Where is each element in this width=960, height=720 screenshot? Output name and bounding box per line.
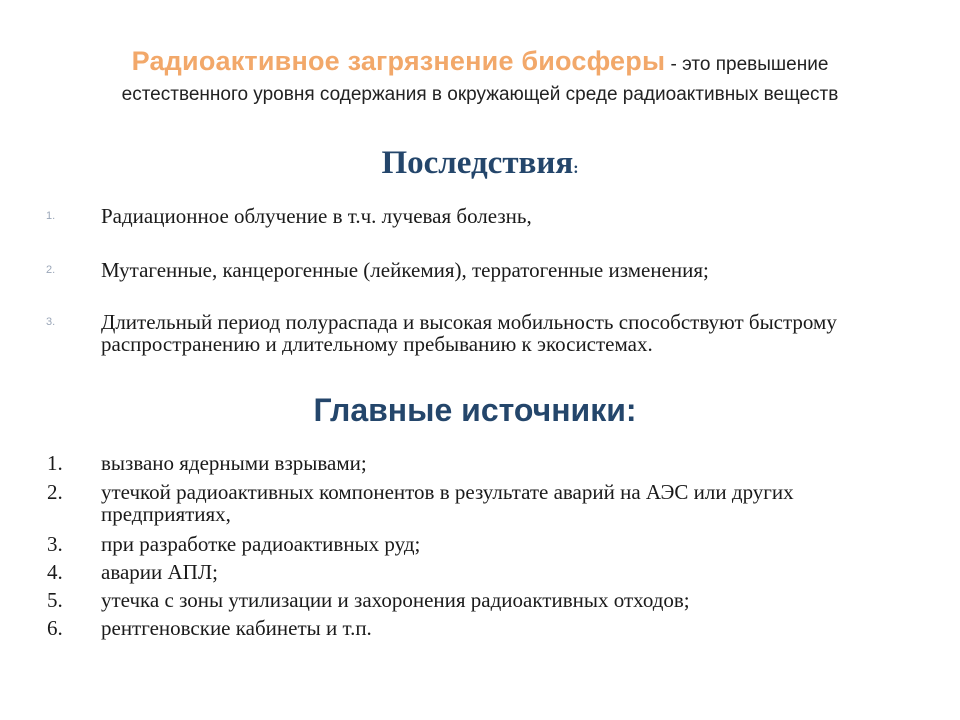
definition-block	[40, 46, 920, 110]
source-number: 5.	[47, 588, 63, 612]
consequence-text: Радиационное облучение в т.ч. лучевая болезнь,	[101, 204, 532, 228]
source-text: рентгеновские кабинеты и т.п.	[101, 616, 372, 640]
sources-heading: Главные источники:	[313, 392, 637, 428]
source-text: при разработке радиоактивных руд;	[101, 532, 421, 556]
source-text: аварии АПЛ;	[101, 560, 218, 584]
consequence-number: 3.	[46, 316, 56, 328]
consequences-heading-colon: :	[573, 160, 579, 177]
consequence-text: Длительный период полураспада и высокая мобильность способствуют быстрому распространению и длительному пребыванию к экосистемах.	[101, 310, 837, 356]
consequence-number: 2.	[46, 264, 56, 276]
source-number: 1.	[47, 451, 63, 475]
source-number: 6.	[47, 616, 63, 640]
consequence-text: Мутагенные, канцерогенные (лейкемия), терратогенные изменения;	[101, 258, 709, 282]
definition-term: Радиоактивное загрязнение биосферы	[131, 46, 666, 76]
source-number: 2.	[47, 480, 63, 504]
definition-dash-text: - это превышение	[665, 54, 829, 75]
consequence-number: 1.	[46, 210, 56, 222]
consequences-heading	[0, 145, 960, 182]
source-number: 4.	[47, 560, 63, 584]
definition-second-line: естественного уровня содержания в окружающей среде радиоактивных веществ	[121, 84, 839, 105]
source-text: утечкой радиоактивных компонентов в результате аварий на АЭС или других предприятиях,	[101, 480, 794, 526]
source-text: вызвано ядерными взрывами;	[101, 451, 367, 475]
source-text: утечка с зоны утилизации и захоронения радиоактивных отходов;	[101, 588, 690, 612]
consequences-heading-text: Последствия	[381, 145, 574, 181]
source-number: 3.	[47, 532, 63, 556]
